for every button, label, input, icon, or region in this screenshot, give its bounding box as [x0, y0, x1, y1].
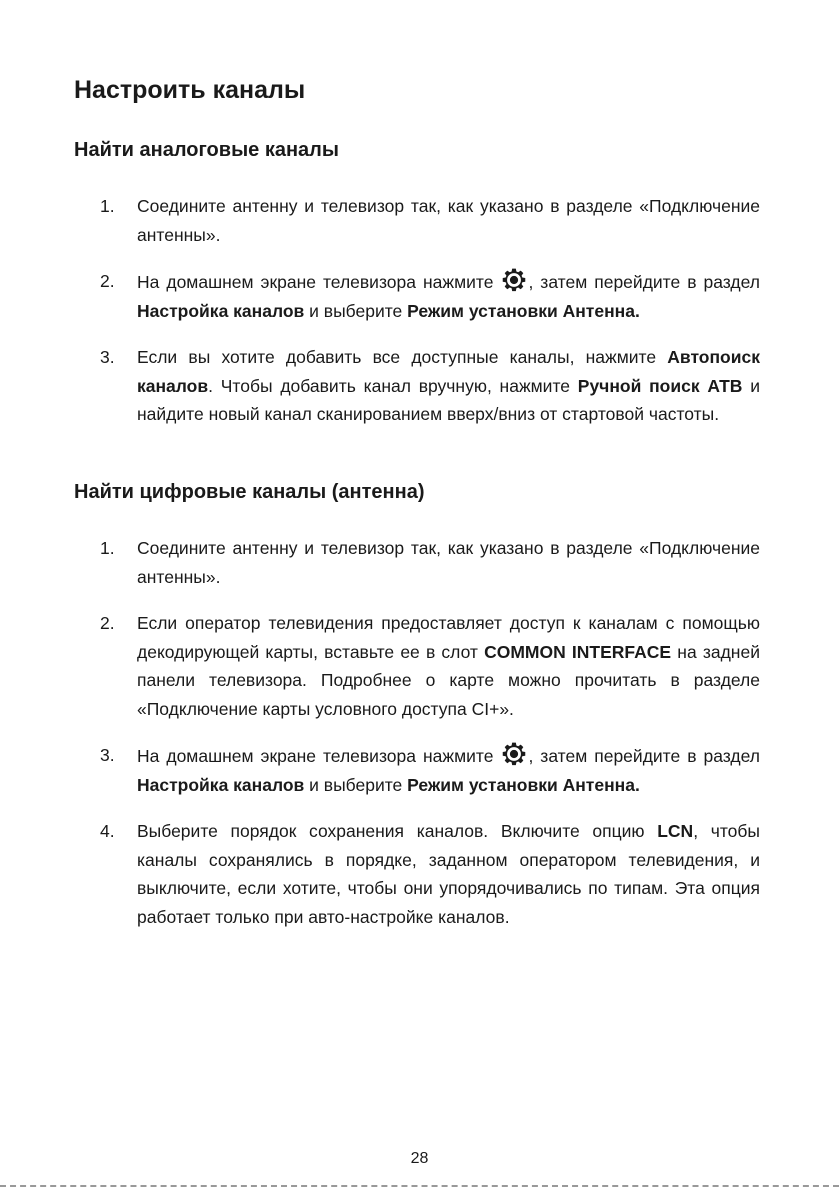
step-text: и выберите: [304, 774, 408, 795]
menu-item-manual-atv: Ручной поиск АТВ: [577, 375, 743, 396]
menu-item-antenna-mode: Режим установки Антенна.: [407, 300, 640, 321]
menu-item-channel-setup: Настройка каналов: [137, 774, 305, 795]
list-item: [74, 343, 760, 429]
step-text: и найдите новый канал сканированием вверх/вниз от стартовой частоты.: [137, 375, 760, 424]
step-text: Выберите порядок сохранения каналов. Включите опцию: [137, 821, 658, 841]
list-item: [74, 192, 760, 249]
option-lcn: LCN: [657, 821, 694, 841]
list-item: [74, 741, 760, 799]
step-text: , затем перейдите в раздел: [528, 746, 760, 766]
gear-icon: [501, 267, 527, 293]
section-title-digital: Найти цифровые каналы (антенна): [74, 481, 425, 503]
step-text: на задней панели телевизора. Подробнее о карте можно прочитать в разделе «Подключение карты условного доступа CI+».: [137, 641, 760, 719]
section-title-analog: Найти аналоговые каналы: [74, 139, 339, 161]
step-number: 3.: [100, 347, 115, 367]
step-text: Если оператор телевидения предоставляет доступ к каналам с помощью декодирующей карты, вставьте ее в слот: [137, 613, 760, 662]
bottom-divider: [0, 1185, 839, 1187]
step-text: На домашнем экране телевизора нажмите: [137, 746, 501, 766]
step-number: 1.: [100, 538, 115, 558]
step-text: Если вы хотите добавить все доступные каналы, нажмите: [137, 347, 668, 367]
step-text: . Чтобы добавить канал вручную, нажмите: [208, 375, 578, 396]
page-number: 28: [410, 1150, 429, 1167]
step-text: и выберите: [304, 300, 408, 321]
step-text: Соедините антенну и телевизор так, как указано в разделе «Подключение антенны».: [137, 196, 760, 245]
gear-icon: [501, 741, 527, 767]
list-item: [74, 817, 760, 931]
step-number: 2.: [100, 271, 115, 291]
step-number: 4.: [100, 821, 115, 841]
analog-steps-list: [74, 192, 760, 447]
slot-name-common-interface: COMMON INTERFACE: [484, 641, 672, 662]
step-number: 1.: [100, 196, 115, 216]
list-item: [74, 609, 760, 723]
digital-steps-list: [74, 534, 760, 949]
step-number: 2.: [100, 613, 115, 633]
step-text: Соедините антенну и телевизор так, как указано в разделе «Подключение антенны».: [137, 538, 760, 587]
list-item: [74, 267, 760, 325]
step-text: , затем перейдите в раздел: [528, 272, 760, 292]
menu-item-channel-setup: Настройка каналов: [137, 300, 305, 321]
list-item: [74, 534, 760, 591]
menu-item-antenna-mode: Режим установки Антенна.: [407, 774, 640, 795]
page-title: Настроить каналы: [74, 76, 306, 104]
step-text: , чтобы каналы сохранялись в порядке, заданном оператором телевидения, и выключите, если хотите, чтобы они упорядочивались по типам. Эта опция работает только при авто-настройке каналов.: [137, 821, 760, 927]
menu-item-auto-search: Автопоиск каналов: [137, 347, 760, 396]
step-number: 3.: [100, 745, 115, 765]
step-text: На домашнем экране телевизора нажмите: [137, 272, 501, 292]
